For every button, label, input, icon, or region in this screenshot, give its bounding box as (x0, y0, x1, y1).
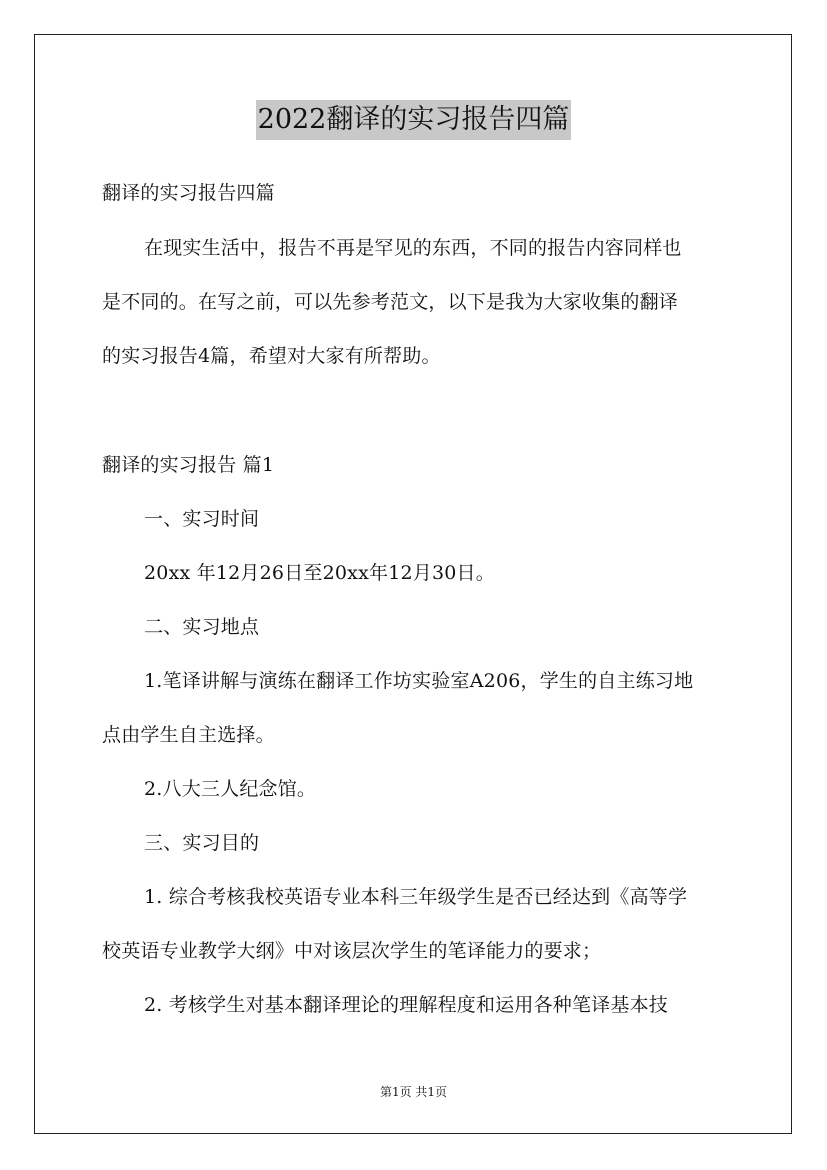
paragraph-line: 是不同的。在写之前，可以先参考范文，以下是我为大家收集的翻译 (102, 291, 679, 313)
paragraph-line: 20xx 年12月26日至20xx年12月30日。 (144, 562, 495, 584)
page-number: 第1页 共1页 (379, 1085, 448, 1099)
paragraph-line: 在现实生活中，报告不再是罕见的东西，不同的报告内容同样也 (144, 237, 682, 259)
paragraph-line: 校英语专业教学大纲》中对该层次学生的笔译能力的要求； (102, 940, 602, 962)
paragraph-line: 的实习报告4篇，希望对大家有所帮助。 (102, 345, 441, 367)
section-heading: 翻译的实习报告 篇1 (102, 454, 275, 476)
paragraph-line: 三、实习目的 (144, 832, 260, 854)
document-title: 2022翻译的实习报告四篇 (256, 100, 572, 140)
paragraph-line: 1.笔译讲解与演练在翻译工作坊实验室A206，学生的自主练习地 (144, 670, 694, 692)
paragraph-line: 1. 综合考核我校英语专业本科三年级学生是否已经达到《高等学 (144, 886, 688, 908)
page-footer (0, 1084, 827, 1100)
paragraph-line: 一、实习时间 (144, 508, 260, 530)
subtitle-line: 翻译的实习报告四篇 (102, 182, 275, 204)
paragraph-line: 2. 考核学生对基本翻译理论的理解程度和运用各种笔译基本技 (144, 994, 668, 1016)
title-container (0, 100, 827, 140)
paragraph-line: 2.八大三人纪念馆。 (144, 778, 317, 800)
paragraph-line: 点由学生自主选择。 (102, 724, 275, 746)
paragraph-line: 二、实习地点 (144, 616, 260, 638)
